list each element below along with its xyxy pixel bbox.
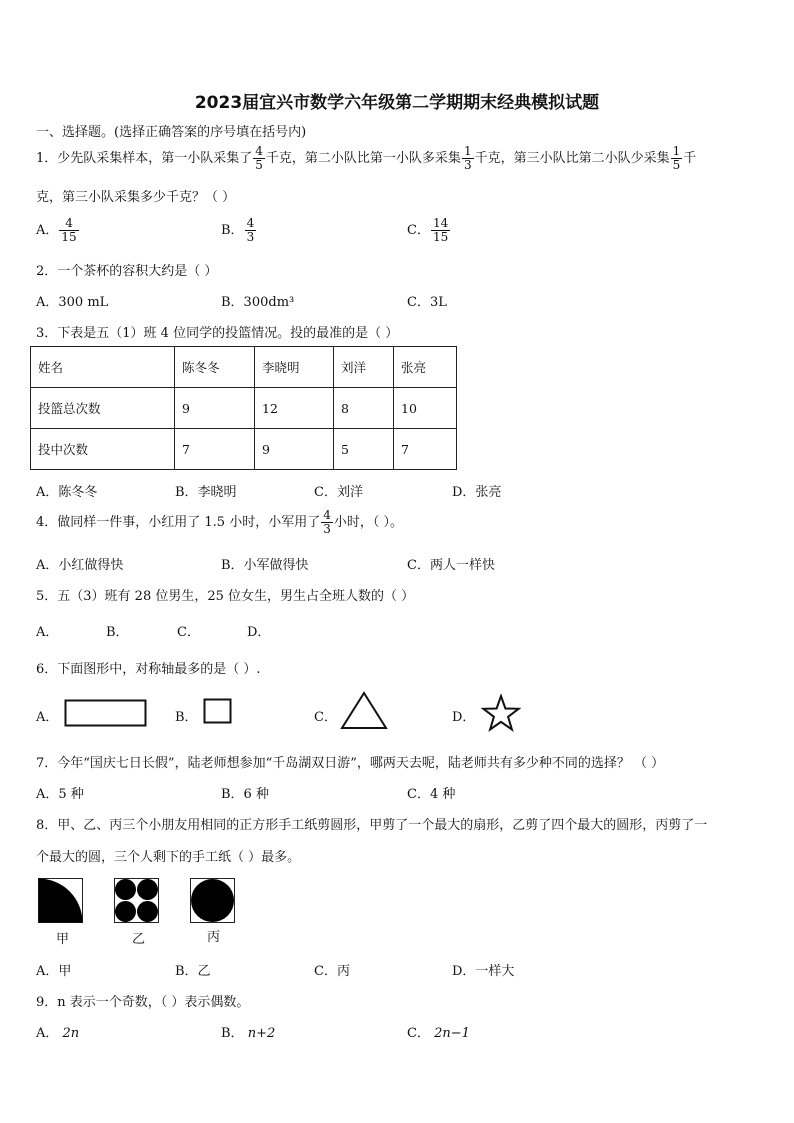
table-cell: 10 [394,388,457,429]
star-shape-icon [481,694,521,732]
table-cell: 张亮 [394,347,457,388]
question-7: 7．今年“国庆七日长假”，陆老师想参加“千岛湖双日游”，哪两天去呢，陆老师共有多少种不同的选择？ （ ） [36,756,665,771]
fraction-4-5: $\frac{4}{5}$ [255,144,263,172]
q2-option-c[interactable]: C．3L [407,295,447,310]
table-row [31,388,457,429]
q1-line-2: 克，第三小队采集多少千克？（ ） [36,190,236,205]
q1-text-1: 1．少先队采集样本，第一小队采集了 [36,151,253,166]
table-cell: 投中次数 [31,429,175,470]
single-circle-figure [190,878,236,924]
q1-text-2: 千克，第二小队比第一小队多采集 [265,151,461,166]
table-cell: 9 [175,388,255,429]
q8-option-d[interactable]: D．一样大 [452,964,515,979]
q1-option-a[interactable]: A． $\frac{4}{15}$ [36,216,77,244]
q1-text-4: 千 [683,151,697,166]
q8-option-a[interactable]: A．甲 [36,964,72,979]
q3-option-d[interactable]: D．张亮 [452,485,502,500]
q3-option-b[interactable]: B．李晓明 [175,485,237,500]
q8-option-b[interactable]: B．乙 [175,964,211,979]
section-heading: 一、选择题。(选择正确答案的序号填在括号内) [36,125,307,140]
table-cell: 李晓明 [255,347,334,388]
quarter-circle-figure [38,878,84,924]
q1-text-3: 千克，第三小队比第二小队少采集 [474,151,670,166]
question-8-line-1: 8．甲、乙、丙三个小朋友用相同的正方形手工纸剪圆形，甲剪了一个最大的扇形，乙剪了四个最大的圆形，丙剪了一 [36,818,708,833]
q6-option-b[interactable]: B． [175,710,198,725]
question-2: 2．一个茶杯的容积大约是（ ） [36,264,218,279]
square-shape-icon [203,698,233,726]
fraction-1-3: $\frac{1}{3}$ [463,144,472,172]
table-cell: 12 [255,388,334,429]
fraction-4-3: $\frac{4}{3}$ [323,508,331,536]
q4-option-a[interactable]: A．小红做得快 [36,558,124,573]
q9-option-c[interactable]: C． 2n−1 [407,1026,470,1041]
triangle-shape-icon [340,691,388,731]
four-circles-figure [114,878,160,924]
q5-option-d[interactable]: D． [247,625,271,640]
table-cell: 陈冬冬 [175,347,255,388]
q6-option-c[interactable]: C． [314,710,337,725]
question-9: 9．n 表示一个奇数，（ ）表示偶数。 [36,995,250,1010]
q5-option-a[interactable]: A． [36,625,59,640]
q6-option-d[interactable]: D． [452,710,476,725]
table-cell: 7 [394,429,457,470]
q5-option-b[interactable]: B． [106,625,129,640]
figure-label-yi: 乙 [132,932,146,947]
question-5: 5．五（3）班有 28 位男生，25 位女生，男生占全班人数的（ ） [36,589,415,604]
q5-option-c[interactable]: C． [177,625,200,640]
q7-option-c[interactable]: C．4 种 [407,787,456,802]
fraction-1-5: $\frac{1}{5}$ [672,144,681,172]
q1-option-b[interactable]: B． $\frac{4}{3}$ [221,216,255,244]
q4-option-c[interactable]: C．两人一样快 [407,558,495,573]
shooting-table [30,346,457,470]
q8-option-c[interactable]: C．丙 [314,964,350,979]
q2-option-a[interactable]: A．300 mL [36,295,109,310]
question-8-line-2: 个最大的圆，三个人剩下的手工纸（ ）最多。 [36,850,301,865]
table-cell: 8 [334,388,394,429]
table-cell: 姓名 [31,347,175,388]
table-row [31,347,457,388]
q3-option-c[interactable]: C．刘洋 [314,485,363,500]
question-4: 4．做同样一件事，小红用了 1.5 小时，小军用了 $\frac{4}{3}$ 小时，（ ）。 [36,508,403,536]
table-cell: 7 [175,429,255,470]
table-cell: 9 [255,429,334,470]
q7-option-a[interactable]: A．5 种 [36,787,84,802]
q9-option-a[interactable]: A． 2n [36,1026,80,1041]
q6-option-a[interactable]: A． [36,710,59,725]
q9-option-b[interactable]: B． n+2 [221,1026,276,1041]
question-6: 6．下面图形中，对称轴最多的是（ ）. [36,662,261,677]
q2-option-b[interactable]: B．300dm³ [221,295,295,310]
question-3: 3．下表是五（1）班 4 位同学的投篮情况。投的最准的是（ ） [36,326,399,341]
q1-option-c[interactable]: C． $\frac{14}{15}$ [407,216,449,244]
figure-label-jia: 甲 [56,932,70,947]
table-row [31,429,457,470]
question-1 [36,142,696,176]
figure-label-bing: 丙 [207,930,221,945]
table-cell: 投篮总次数 [31,388,175,429]
q3-option-a[interactable]: A．陈冬冬 [36,485,98,500]
rectangle-shape-icon [64,699,148,729]
q7-option-b[interactable]: B．6 种 [221,787,269,802]
table-cell: 刘洋 [334,347,394,388]
page-title: 2023届宜兴市数学六年级第二学期期末经典模拟试题 [194,93,600,113]
table-cell: 5 [334,429,394,470]
q4-option-b[interactable]: B．小军做得快 [221,558,309,573]
